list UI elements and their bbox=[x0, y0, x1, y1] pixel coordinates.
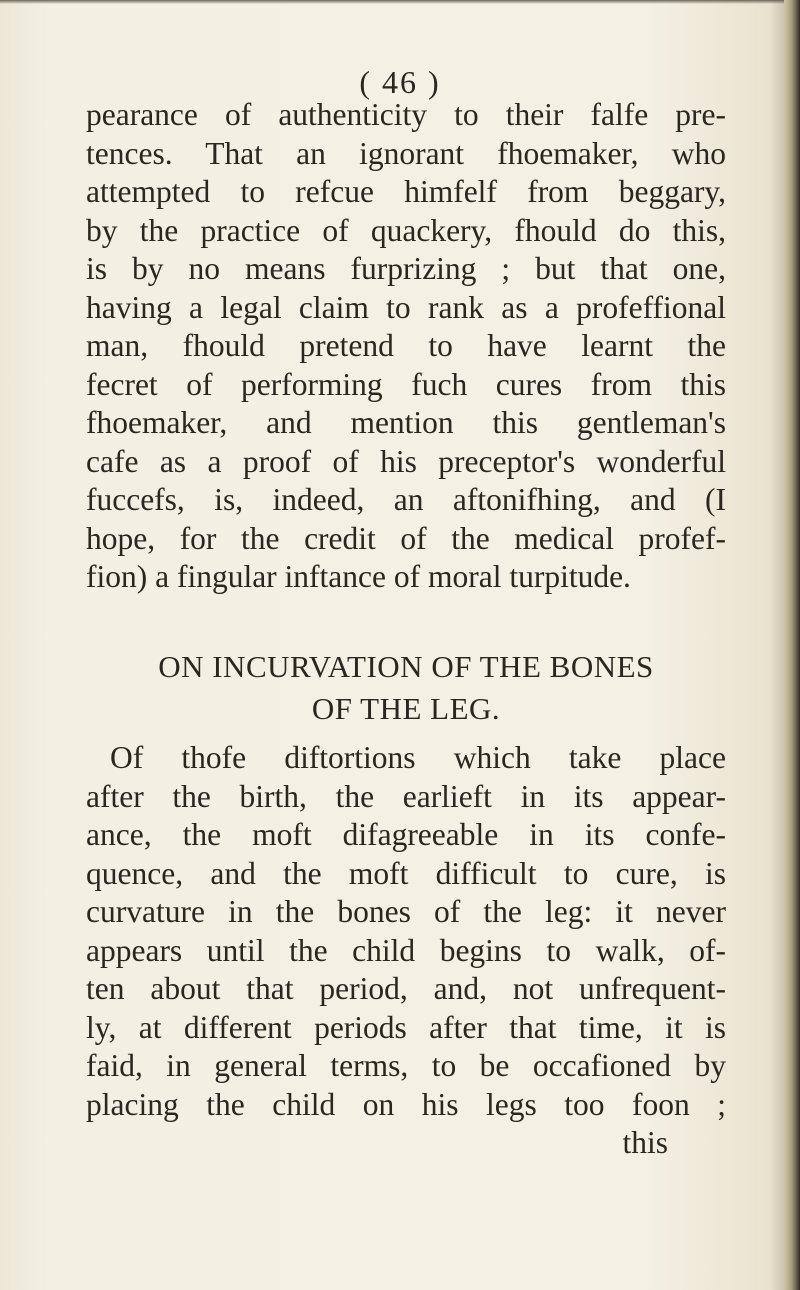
text-line: having a legal claim to rank as a profeffional bbox=[86, 289, 726, 325]
text-line: hope, for the credit of the medical profef- bbox=[86, 520, 726, 556]
text-line: faid, in general terms, to be occafioned by bbox=[86, 1048, 726, 1083]
text-line: ance, the moft difagreeable in its confe- bbox=[86, 817, 726, 852]
text-line: after the birth, the earlieft in its appear- bbox=[86, 778, 726, 814]
text-line: pearance of authenticity to their falfe pre- bbox=[86, 97, 726, 132]
paragraph-incurvation bbox=[86, 739, 726, 1124]
gutter-shadow bbox=[770, 0, 784, 1290]
text-line: ten about that period, and, not unfrequent- bbox=[86, 971, 726, 1006]
catchword bbox=[86, 1124, 726, 1163]
page-edge bbox=[784, 0, 800, 1290]
page-number: ( 46 ) bbox=[359, 64, 441, 100]
paragraph-continued bbox=[86, 96, 726, 597]
text-line: ly, at different periods after that time, it is bbox=[86, 1009, 726, 1045]
text-line: man, fhould pretend to have learnt the bbox=[86, 328, 726, 363]
top-edge-shadow bbox=[0, 0, 800, 4]
section-heading: ON INCURVATION OF THE BONES bbox=[158, 649, 654, 684]
text-line: fecret of performing fuch cures from this bbox=[86, 366, 726, 402]
text-line: Of thofe diftortions which take place bbox=[110, 740, 726, 775]
text-line: placing the child on his legs too foon ; bbox=[86, 1086, 726, 1122]
text-line: curvature in the bones of the leg: it never bbox=[86, 894, 726, 929]
text-line: appears until the child begins to walk, of- bbox=[86, 932, 726, 968]
text-line: is by no means furprizing ; but that one, bbox=[86, 251, 726, 286]
text-line: cafe as a proof of his preceptor's wonderful bbox=[86, 443, 726, 479]
text-line: fuccefs, is, indeed, an aftonifhing, and (I bbox=[86, 482, 726, 517]
text-line: attempted to refcue himfelf from beggary, bbox=[86, 174, 726, 209]
section-heading-continued: OF THE LEG. bbox=[311, 691, 501, 726]
catchword-text: this bbox=[622, 1125, 668, 1160]
text-line: by the practice of quackery, fhould do this, bbox=[86, 212, 726, 248]
text-line: tences. That an ignorant fhoemaker, who bbox=[86, 135, 726, 171]
text-line: fhoemaker, and mention this gentleman's bbox=[86, 405, 726, 440]
text-line: quence, and the moft difficult to cure, is bbox=[86, 855, 726, 891]
text-line: fion) a fingular inftance of moral turpitude. bbox=[86, 559, 631, 594]
